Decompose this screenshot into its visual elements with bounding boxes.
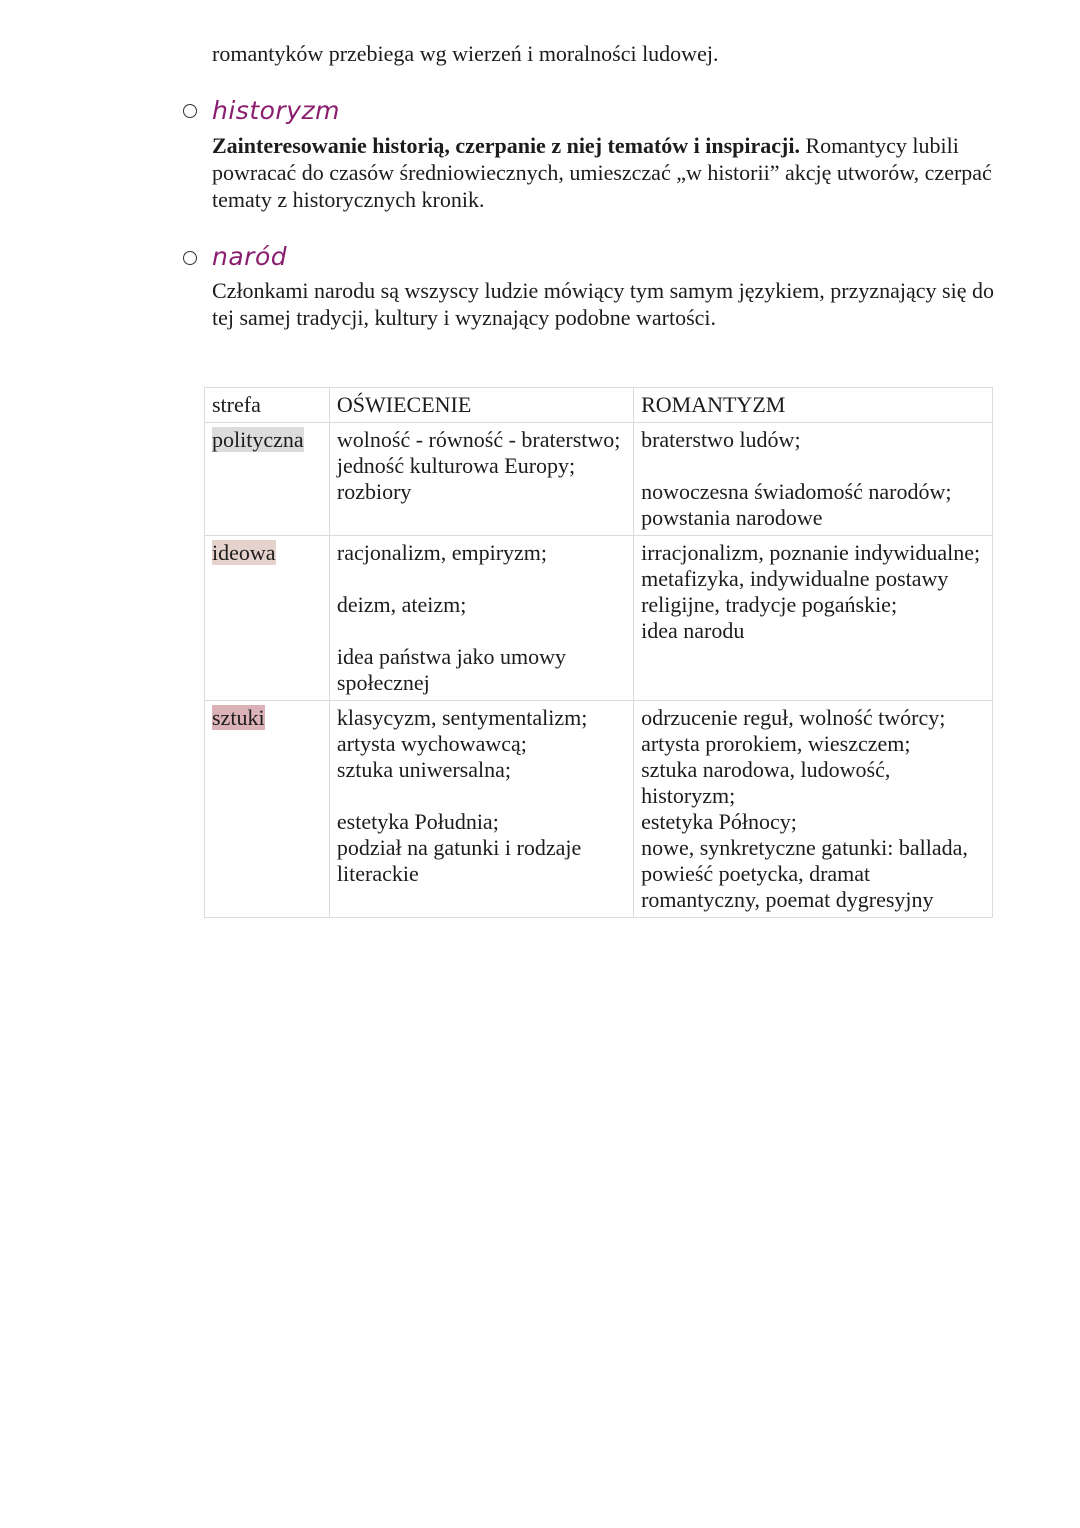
cell-spacer: [641, 453, 985, 479]
bullet-circle-icon: [183, 251, 197, 265]
table-header-row: [205, 388, 993, 423]
cell-line: klasycyzm, sentymentalizm;: [336, 705, 588, 730]
cell-line: artysta prorokiem, wieszczem;: [641, 731, 911, 756]
row-label-cell: [205, 536, 330, 701]
cell-line: sztuka uniwersalna;: [336, 757, 511, 782]
cell-line: nowoczesna świadomość narodów;: [641, 479, 952, 504]
cell-line: metafizyka, indywidualne postawy religijne, tradycje pogańskie;: [641, 566, 949, 617]
cell-spacer: [337, 783, 626, 809]
cell-line: nowe, synkretyczne gatunki: ballada, powieść poetycka, dramat romantyczny, poemat dygresyjny: [641, 835, 968, 912]
cell-spacer: [337, 566, 626, 592]
section-text-historyzm: Romantycy lubili powracać do czasów średniowiecznych, umieszczać „w historii” akcję utworów, czerpać tematy z historycznych kronik.: [212, 133, 992, 212]
header-oswiecenie: OŚWIECENIE: [329, 388, 633, 423]
header-strefa: strefa: [205, 388, 330, 423]
oswiecenie-cell: [329, 701, 633, 918]
cell-line: idea narodu: [641, 618, 745, 643]
row-label-ideowa: ideowa: [212, 540, 276, 565]
romantyzm-cell: [634, 423, 993, 536]
romantyzm-cell: [634, 536, 993, 701]
intro-line: romantyków przebiega wg wierzeń i moralności ludowej.: [212, 41, 719, 66]
section-body-historyzm: [212, 132, 1002, 213]
comparison-table: [204, 387, 993, 918]
oswiecenie-cell: [329, 423, 633, 536]
bullet-circle-icon: [183, 104, 197, 118]
cell-line: deizm, ateizm;: [336, 592, 467, 617]
cell-line: estetyka Południa;: [336, 809, 499, 834]
cell-line: artysta wychowawcą;: [336, 731, 527, 756]
row-label-cell: [205, 423, 330, 536]
section-text-narod: Członkami narodu są wszyscy ludzie mówiący tym samym językiem, przyznający się do tej samej tradycji, kultury i wyznający podobne wartości.: [212, 278, 994, 330]
table-row: [205, 701, 993, 918]
cell-spacer: [337, 618, 626, 644]
section-body-narod: [212, 277, 1002, 331]
cell-line: braterstwo ludów;: [641, 427, 801, 452]
cell-line: jedność kulturowa Europy;: [336, 453, 576, 478]
cell-line: wolność - równość - braterstwo;: [336, 427, 621, 452]
cell-line: irracjonalizm, poznanie indywidualne;: [641, 540, 981, 565]
cell-line: sztuka narodowa, ludowość, historyzm;: [641, 757, 891, 808]
row-label-polityczna: polityczna: [212, 427, 304, 452]
table-row: [205, 536, 993, 701]
section-heading-historyzm: historyzm: [212, 96, 340, 125]
cell-line: powstania narodowe: [641, 505, 823, 530]
cell-line: odrzucenie reguł, wolność twórcy;: [641, 705, 946, 730]
table-row: [205, 423, 993, 536]
section-bold-historyzm: Zainteresowanie historią, czerpanie z niej tematów i inspiracji.: [212, 133, 800, 158]
header-romantyzm: ROMANTYZM: [634, 388, 993, 423]
row-label-sztuki: sztuki: [212, 705, 265, 730]
cell-line: podział na gatunki i rodzaje literackie: [336, 835, 582, 886]
row-label-cell: [205, 701, 330, 918]
section-heading-narod: naród: [212, 242, 288, 271]
oswiecenie-cell: [329, 536, 633, 701]
cell-line: estetyka Północy;: [641, 809, 797, 834]
cell-line: racjonalizm, empiryzm;: [336, 540, 548, 565]
cell-line: rozbiory: [336, 479, 412, 504]
cell-line: idea państwa jako umowy społecznej: [336, 644, 566, 695]
romantyzm-cell: [634, 701, 993, 918]
